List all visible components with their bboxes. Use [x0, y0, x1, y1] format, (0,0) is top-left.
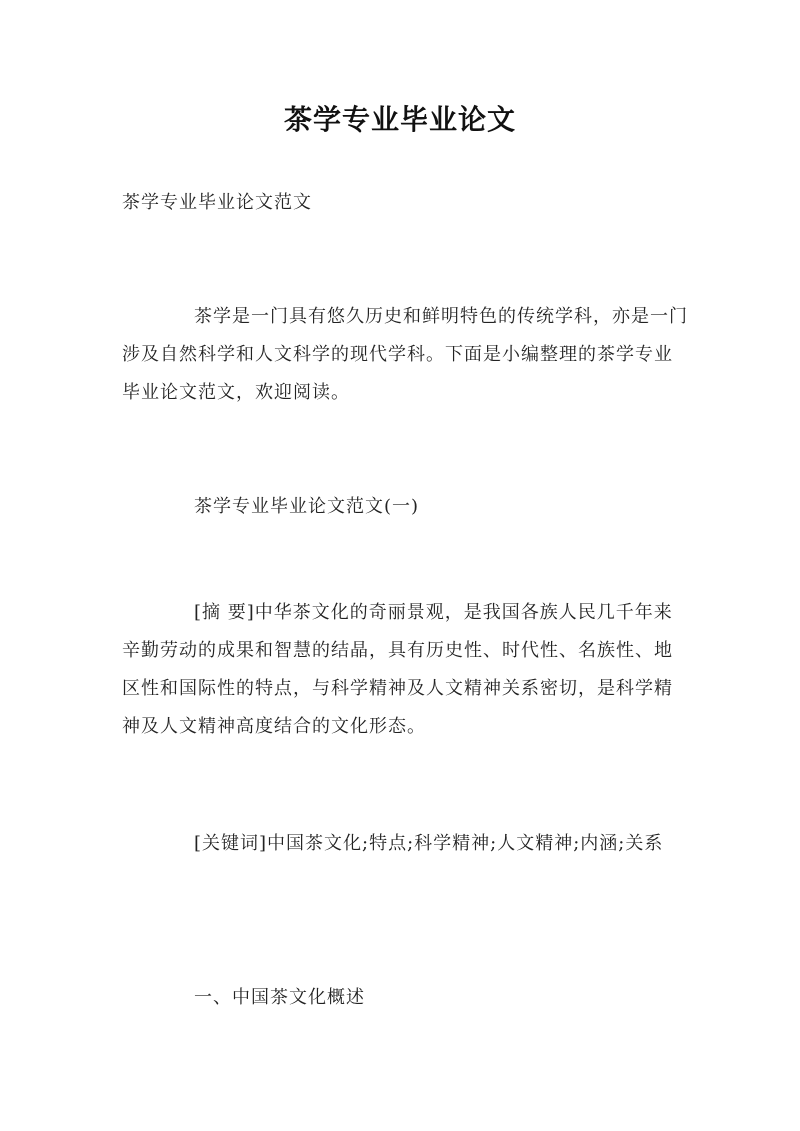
section-heading: 茶学专业毕业论文范文(一): [194, 496, 420, 517]
chapter-heading: 一、中国茶文化概述: [194, 987, 365, 1008]
abstract-paragraph: [摘 要]中华茶文化的奇丽景观，是我国各族人民几千年来辛勤劳动的成果和智慧的结晶，具有历史性、时代性、名族性、地区性和国际性的特点，与科学精神及人文精神关系密切，是科学精神及人文精神高度结合的文化形态。: [122, 602, 673, 737]
intro-paragraph: 茶学是一门具有悠久历史和鲜明特色的传统学科，亦是一门涉及自然科学和人文科学的现代学科。下面是小编整理的茶学专业毕业论文范文，欢迎阅读。: [122, 306, 688, 403]
document-title: 茶学专业毕业论文: [283, 103, 516, 136]
keywords-paragraph: [关键词]中国茶文化;特点;科学精神;人文精神;内涵;关系: [194, 833, 664, 854]
document-subtitle: 茶学专业毕业论文范文: [122, 192, 312, 213]
